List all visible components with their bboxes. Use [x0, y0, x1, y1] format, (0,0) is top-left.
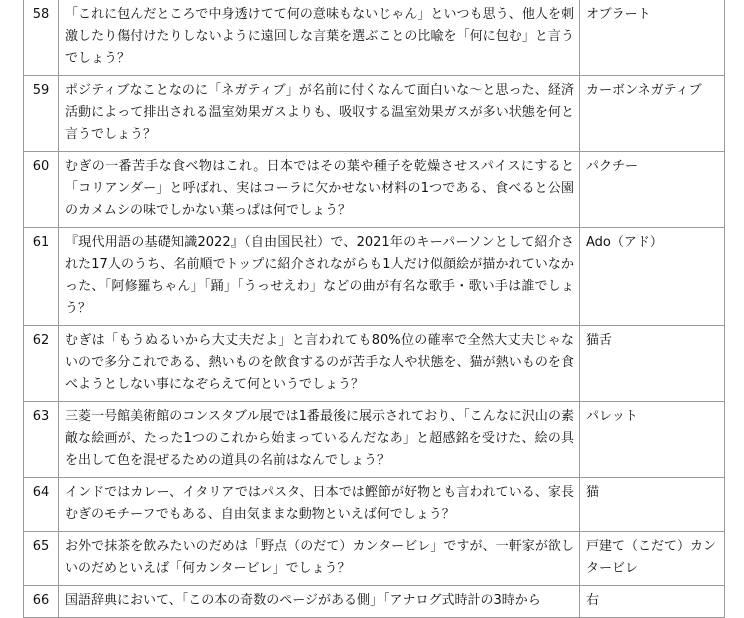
question-cell: 国語辞典において、「この本の奇数のページがある側」「アナログ式時計の3時から	[59, 586, 580, 618]
table-row	[24, 0, 725, 76]
row-number: 65	[24, 532, 59, 586]
row-number: 64	[24, 478, 59, 532]
row-number: 63	[24, 402, 59, 478]
quiz-table	[23, 0, 725, 618]
answer-cell: Ado（アド）	[580, 228, 725, 326]
answer-cell: 戸建て（こだて）カンタービレ	[580, 532, 725, 586]
question-cell: ポジティブなことなのに「ネガティブ」が名前に付くなんて面白いな〜と思った、経済活動によって排出される温室効果ガスよりも、吸収する温室効果ガスが多い状態を何と言うでしょう？	[59, 76, 580, 152]
answer-cell: 猫	[580, 478, 725, 532]
table-row	[24, 478, 725, 532]
row-number: 60	[24, 152, 59, 228]
table-row	[24, 586, 725, 618]
answer-cell: パクチー	[580, 152, 725, 228]
question-cell: むぎは「もうぬるいから大丈夫だよ」と言われても80%位の確率で全然大丈夫じゃないので多分これである、熱いものを飲食するのが苦手な人や状態を、猫が熱いものを食べようとしない事になぞらえて何というでしょう？	[59, 326, 580, 402]
question-cell: むぎの一番苦手な食べ物はこれ。日本ではその葉や種子を乾燥させスパイスにすると「コリアンダー」と呼ばれ、実はコーラに欠かせない材料の1つである、食べると公園のカメムシの味でしかない葉っぱは何でしょう？	[59, 152, 580, 228]
question-cell: 「これに包んだところで中身透けてて何の意味もないじゃん」といつも思う、他人を刺激したり傷付けたりしないように遠回しな言葉を選ぶことの比喩を「何に包む」と言うでしょう？	[59, 0, 580, 76]
table-row	[24, 326, 725, 402]
table-row	[24, 402, 725, 478]
answer-cell: 右	[580, 586, 725, 618]
question-cell: 三菱一号館美術館のコンスタブル展では1番最後に展示されており、「こんなに沢山の素敵な絵画が、たった1つのこれから始まっているんだなあ」と超感銘を受けた、絵の具を出して色を混ぜるための道具の名前はなんでしょう？	[59, 402, 580, 478]
answer-cell: 猫舌	[580, 326, 725, 402]
row-number: 61	[24, 228, 59, 326]
question-cell: インドではカレー、イタリアではパスタ、日本では鰹節が好物とも言われている、家長むぎのモチーフでもある、自由気ままな動物といえば何でしょう？	[59, 478, 580, 532]
question-cell: お外で抹茶を飲みたいのだめは「野点（のだて）カンタービレ」ですが、一軒家が欲しいのだめといえば「何カンタービレ」でしょう？	[59, 532, 580, 586]
table-row	[24, 76, 725, 152]
row-number: 58	[24, 0, 59, 76]
table-row	[24, 152, 725, 228]
answer-cell: カーボンネガティブ	[580, 76, 725, 152]
row-number: 62	[24, 326, 59, 402]
table-row	[24, 532, 725, 586]
answer-cell: パレット	[580, 402, 725, 478]
row-number: 66	[24, 586, 59, 618]
answer-cell: オブラート	[580, 0, 725, 76]
table-row	[24, 228, 725, 326]
row-number: 59	[24, 76, 59, 152]
question-cell: 『現代用語の基礎知識2022』（自由国民社）で、2021年のキーパーソンとして紹介された17人のうち、名前順でトップに紹介されながらも1人だけ似顔絵が描かれていなかった、「阿修羅ちゃん」「踊」「うっせえわ」などの曲が有名な歌手・歌い手は誰でしょう？	[59, 228, 580, 326]
